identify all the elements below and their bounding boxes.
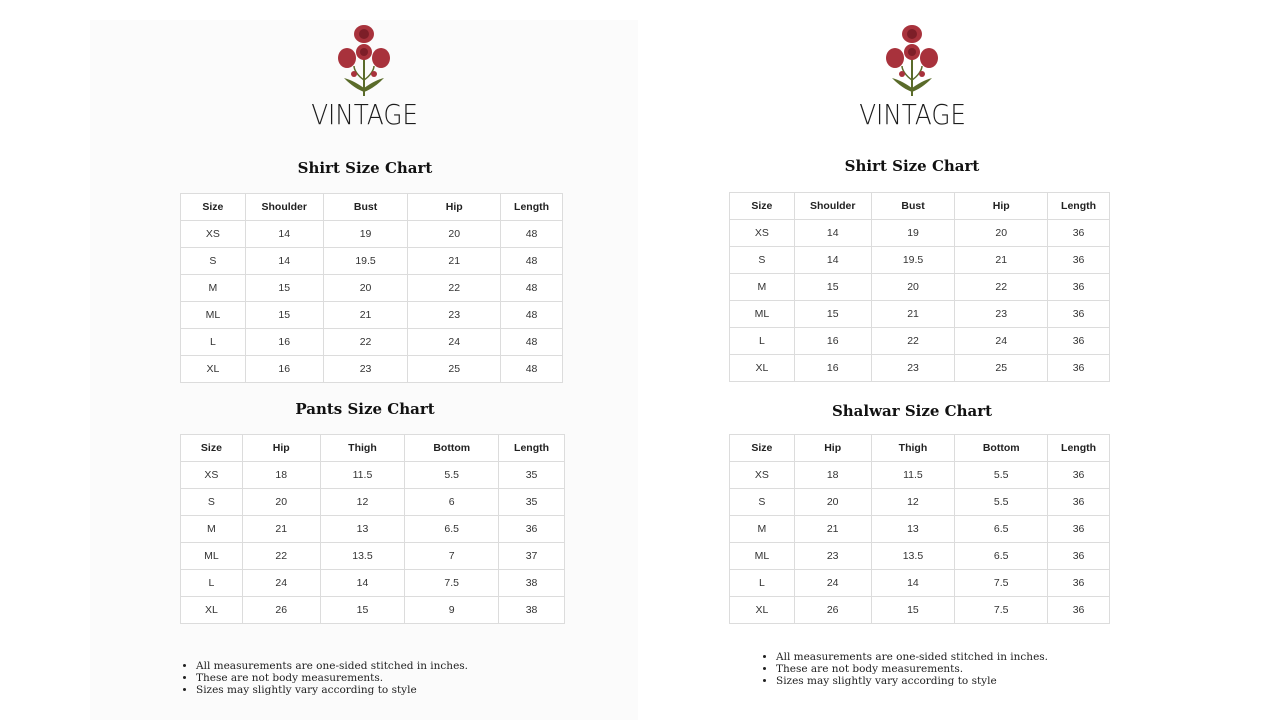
table-cell: 20	[794, 489, 871, 516]
table-row	[181, 543, 565, 570]
table-cell: 36	[1048, 516, 1110, 543]
table-cell: S	[181, 248, 246, 275]
table-cell: ML	[730, 301, 795, 328]
table-cell: 22	[242, 543, 320, 570]
table-cell: M	[181, 275, 246, 302]
table-row	[181, 302, 563, 329]
table-row	[730, 328, 1110, 355]
table-cell: 48	[501, 302, 563, 329]
table-row	[181, 275, 563, 302]
column-header: Thigh	[871, 435, 955, 462]
table-cell: 36	[499, 516, 565, 543]
shirt-chart-title: Shirt Size Chart	[297, 159, 433, 177]
table-cell: 36	[1048, 247, 1110, 274]
table-cell: 16	[794, 355, 871, 382]
flower-logo-icon	[880, 22, 944, 98]
column-header: Length	[1048, 435, 1110, 462]
shirt-size-table	[729, 192, 1110, 382]
table-cell: 6	[405, 489, 499, 516]
shirt-chart-title: Shirt Size Chart	[844, 157, 980, 175]
table-row	[730, 516, 1110, 543]
column-header: Shoulder	[245, 194, 323, 221]
table-cell: 22	[871, 328, 955, 355]
shirt-size-table	[180, 193, 563, 383]
table-cell: 18	[794, 462, 871, 489]
table-cell: XL	[730, 597, 795, 624]
table-cell: 14	[871, 570, 955, 597]
table-cell: ML	[181, 302, 246, 329]
table-cell: 14	[245, 221, 323, 248]
table-cell: 14	[320, 570, 405, 597]
column-header: Size	[730, 193, 795, 220]
table-cell: 23	[794, 543, 871, 570]
table-row	[181, 248, 563, 275]
table-cell: 11.5	[871, 462, 955, 489]
table-cell: ML	[181, 543, 243, 570]
table-cell: 24	[955, 328, 1048, 355]
table-cell: L	[181, 570, 243, 597]
column-header: Length	[499, 435, 565, 462]
column-header: Shoulder	[794, 193, 871, 220]
table-cell: XS	[181, 221, 246, 248]
table-cell: 48	[501, 329, 563, 356]
table-row	[730, 462, 1110, 489]
size-chart-sheet-left	[90, 20, 638, 720]
table-cell: 21	[794, 516, 871, 543]
table-cell: ML	[730, 543, 795, 570]
table-cell: 36	[1048, 597, 1110, 624]
vintage-logo	[304, 22, 424, 132]
table-cell: 35	[499, 462, 565, 489]
table-cell: 15	[794, 301, 871, 328]
table-cell: 16	[245, 329, 323, 356]
table-cell: 48	[501, 221, 563, 248]
table-cell: 48	[501, 275, 563, 302]
column-header: Hip	[408, 194, 501, 221]
table-cell: 5.5	[405, 462, 499, 489]
table-cell: 25	[955, 355, 1048, 382]
table-cell: 36	[1048, 570, 1110, 597]
table-cell: 24	[408, 329, 501, 356]
table-row	[730, 301, 1110, 328]
table-cell: 36	[1048, 462, 1110, 489]
table-cell: 36	[1048, 355, 1110, 382]
table-cell: L	[730, 328, 795, 355]
table-cell: 23	[408, 302, 501, 329]
table-row	[181, 462, 565, 489]
table-cell: 5.5	[955, 462, 1048, 489]
note-item: • These are not body measurements.	[196, 672, 468, 684]
table-cell: XS	[730, 220, 795, 247]
measurement-notes	[178, 660, 468, 696]
table-cell: XS	[730, 462, 795, 489]
table-cell: 21	[871, 301, 955, 328]
table-cell: 36	[1048, 220, 1110, 247]
table-cell: 5.5	[955, 489, 1048, 516]
table-cell: 26	[242, 597, 320, 624]
table-cell: 18	[242, 462, 320, 489]
table-cell: 16	[794, 328, 871, 355]
vintage-logo	[852, 22, 972, 132]
table-cell: 13	[320, 516, 405, 543]
column-header: Hip	[794, 435, 871, 462]
table-row	[730, 220, 1110, 247]
table-cell: 15	[245, 275, 323, 302]
table-row	[730, 489, 1110, 516]
table-header-row	[181, 435, 565, 462]
table-cell: 13.5	[320, 543, 405, 570]
shalwar-size-table	[729, 434, 1110, 624]
table-cell: XL	[181, 597, 243, 624]
table-row	[730, 274, 1110, 301]
table-cell: 48	[501, 356, 563, 383]
table-cell: M	[730, 274, 795, 301]
table-header-row	[730, 435, 1110, 462]
table-row	[730, 543, 1110, 570]
table-row	[181, 597, 565, 624]
table-cell: 13.5	[871, 543, 955, 570]
table-cell: 14	[794, 247, 871, 274]
table-cell: 20	[323, 275, 408, 302]
table-cell: 23	[871, 355, 955, 382]
note-item: • These are not body measurements.	[776, 663, 1048, 675]
column-header: Size	[730, 435, 795, 462]
table-cell: 36	[1048, 301, 1110, 328]
table-row	[730, 247, 1110, 274]
column-header: Thigh	[320, 435, 405, 462]
table-cell: 36	[1048, 543, 1110, 570]
table-cell: 7.5	[955, 597, 1048, 624]
table-row	[181, 329, 563, 356]
column-header: Bottom	[955, 435, 1048, 462]
table-cell: S	[181, 489, 243, 516]
flower-logo-icon	[332, 22, 396, 98]
note-item: • Sizes may slightly vary according to style	[196, 684, 468, 696]
table-cell: 9	[405, 597, 499, 624]
table-cell: S	[730, 489, 795, 516]
pants-chart-title: Pants Size Chart	[295, 400, 435, 418]
table-cell: 21	[323, 302, 408, 329]
table-cell: 7.5	[405, 570, 499, 597]
column-header: Bust	[323, 194, 408, 221]
table-cell: L	[730, 570, 795, 597]
table-cell: 20	[242, 489, 320, 516]
table-cell: L	[181, 329, 246, 356]
table-row	[730, 597, 1110, 624]
table-cell: 22	[408, 275, 501, 302]
table-cell: 36	[1048, 489, 1110, 516]
column-header: Size	[181, 435, 243, 462]
column-header: Hip	[242, 435, 320, 462]
table-cell: 24	[242, 570, 320, 597]
table-cell: 21	[408, 248, 501, 275]
column-header: Size	[181, 194, 246, 221]
table-cell: 38	[499, 597, 565, 624]
column-header: Length	[1048, 193, 1110, 220]
table-cell: 23	[955, 301, 1048, 328]
table-cell: 16	[245, 356, 323, 383]
column-header: Bottom	[405, 435, 499, 462]
table-cell: 15	[794, 274, 871, 301]
table-row	[181, 570, 565, 597]
shalwar-chart-title: Shalwar Size Chart	[831, 402, 993, 420]
table-cell: 6.5	[405, 516, 499, 543]
note-item: • Sizes may slightly vary according to style	[776, 675, 1048, 687]
table-cell: 12	[320, 489, 405, 516]
table-cell: M	[730, 516, 795, 543]
table-cell: 21	[955, 247, 1048, 274]
note-item: • All measurements are one-sided stitched in inches.	[196, 660, 468, 672]
table-cell: 6.5	[955, 543, 1048, 570]
table-cell: 22	[323, 329, 408, 356]
table-cell: 15	[320, 597, 405, 624]
table-cell: 15	[245, 302, 323, 329]
table-cell: 19.5	[871, 247, 955, 274]
table-header-row	[730, 193, 1110, 220]
table-cell: 7.5	[955, 570, 1048, 597]
table-cell: 19	[871, 220, 955, 247]
table-cell: 6.5	[955, 516, 1048, 543]
table-cell: 36	[1048, 274, 1110, 301]
table-cell: 7	[405, 543, 499, 570]
table-row	[730, 570, 1110, 597]
table-cell: 20	[955, 220, 1048, 247]
table-cell: 11.5	[320, 462, 405, 489]
table-cell: 37	[499, 543, 565, 570]
table-cell: 15	[871, 597, 955, 624]
table-cell: 12	[871, 489, 955, 516]
table-cell: S	[730, 247, 795, 274]
table-cell: 25	[408, 356, 501, 383]
table-cell: 13	[871, 516, 955, 543]
note-item: • All measurements are one-sided stitched in inches.	[776, 651, 1048, 663]
column-header: Length	[501, 194, 563, 221]
table-cell: 19	[323, 221, 408, 248]
table-cell: 14	[245, 248, 323, 275]
table-cell: M	[181, 516, 243, 543]
table-cell: 21	[242, 516, 320, 543]
table-cell: 23	[323, 356, 408, 383]
table-cell: 20	[408, 221, 501, 248]
table-row	[181, 221, 563, 248]
table-cell: 20	[871, 274, 955, 301]
table-cell: 22	[955, 274, 1048, 301]
table-row	[181, 516, 565, 543]
size-chart-sheet-right	[640, 20, 1185, 720]
column-header: Hip	[955, 193, 1048, 220]
table-cell: XL	[181, 356, 246, 383]
table-cell: 48	[501, 248, 563, 275]
measurement-notes	[758, 651, 1048, 687]
brand-name: VINTAGE	[311, 98, 418, 131]
table-cell: 36	[1048, 328, 1110, 355]
table-cell: XL	[730, 355, 795, 382]
column-header: Bust	[871, 193, 955, 220]
brand-name: VINTAGE	[859, 98, 966, 131]
table-cell: XS	[181, 462, 243, 489]
pants-size-table	[180, 434, 565, 624]
table-cell: 19.5	[323, 248, 408, 275]
table-header-row	[181, 194, 563, 221]
table-cell: 38	[499, 570, 565, 597]
table-cell: 26	[794, 597, 871, 624]
table-row	[181, 356, 563, 383]
table-row	[730, 355, 1110, 382]
table-cell: 35	[499, 489, 565, 516]
table-row	[181, 489, 565, 516]
table-cell: 14	[794, 220, 871, 247]
table-cell: 24	[794, 570, 871, 597]
